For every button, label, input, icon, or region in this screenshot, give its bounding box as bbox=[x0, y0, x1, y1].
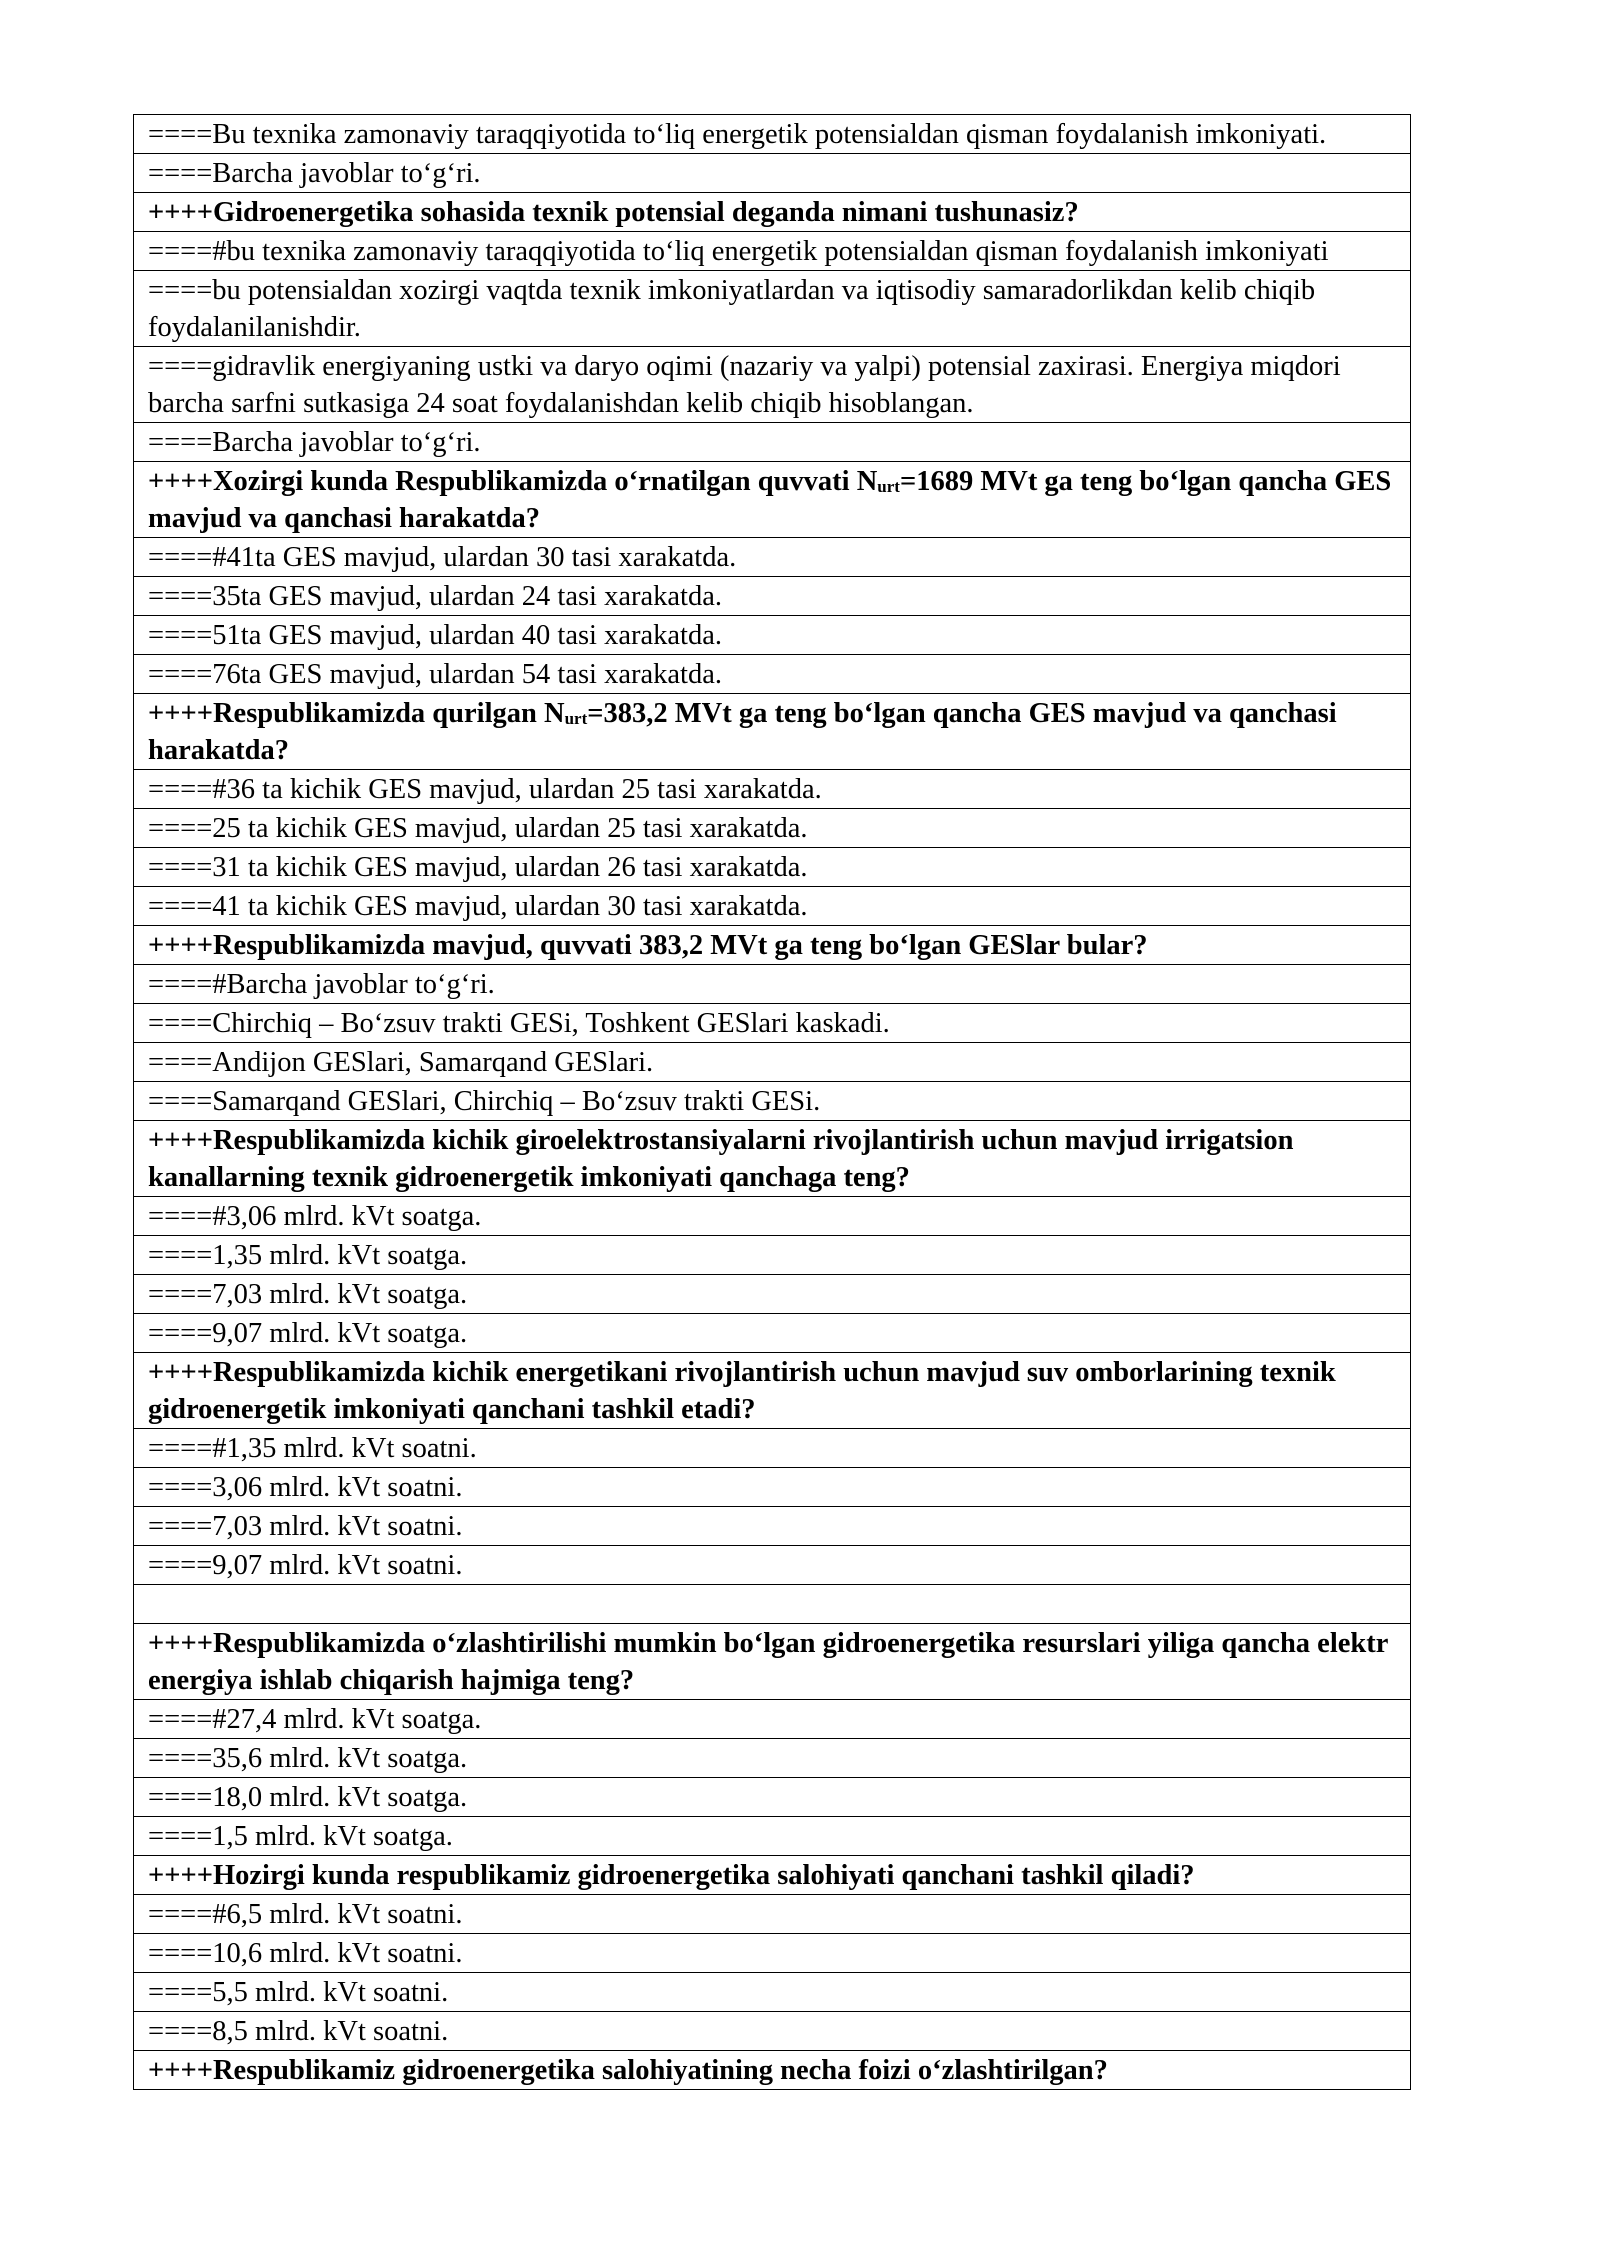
answer-row bbox=[134, 887, 1411, 926]
answer-row bbox=[134, 1973, 1411, 2012]
quiz-table bbox=[133, 114, 1411, 2090]
answer-text: ====Barcha javoblar to‘g‘ri. bbox=[134, 154, 1411, 193]
subscript: urt bbox=[877, 477, 900, 496]
answer-text: ====#3,06 mlrd. kVt soatga. bbox=[134, 1197, 1411, 1236]
question-row bbox=[134, 193, 1411, 232]
answer-text: ====31 ta kichik GES mavjud, ulardan 26 tasi xarakatda. bbox=[134, 848, 1411, 887]
answer-text: ====Samarqand GESlari, Chirchiq – Bo‘zsuv trakti GESi. bbox=[134, 1082, 1411, 1121]
answer-text: ====#6,5 mlrd. kVt soatni. bbox=[134, 1895, 1411, 1934]
quiz-table-body bbox=[134, 115, 1411, 2090]
answer-text: ====10,6 mlrd. kVt soatni. bbox=[134, 1934, 1411, 1973]
question-text: ++++Respublikamiz gidroenergetika salohiyatining necha foizi o‘zlashtirilgan? bbox=[134, 2051, 1411, 2090]
answer-text: ====#27,4 mlrd. kVt soatga. bbox=[134, 1700, 1411, 1739]
question-text: ++++Respublikamizda kichik giroelektrostansiyalarni rivojlantirish uchun mavjud irrigatsion kanallarning texnik gidroenergetik imkoniyati qanchaga teng? bbox=[134, 1121, 1411, 1197]
answer-row bbox=[134, 1429, 1411, 1468]
answer-text: ====25 ta kichik GES mavjud, ulardan 25 tasi xarakatda. bbox=[134, 809, 1411, 848]
answer-text: ====9,07 mlrd. kVt soatga. bbox=[134, 1314, 1411, 1353]
question-text: ++++Respublikamizda kichik energetikani rivojlantirish uchun mavjud suv omborlarining texnik gidroenergetik imkoniyati qanchani tashkil etadi? bbox=[134, 1353, 1411, 1429]
answer-row bbox=[134, 616, 1411, 655]
question-row bbox=[134, 1121, 1411, 1197]
answer-text: ====#36 ta kichik GES mavjud, ulardan 25 tasi xarakatda. bbox=[134, 770, 1411, 809]
answer-text: ====35,6 mlrd. kVt soatga. bbox=[134, 1739, 1411, 1778]
answer-text: ====gidravlik energiyaning ustki va daryo oqimi (nazariy va yalpi) potensial zaxirasi. Energiya miqdori barcha sarfni sutkasiga 24 soat foydalanishdan kelib chiqib hisoblangan. bbox=[134, 347, 1411, 423]
answer-text: ====#bu texnika zamonaviy taraqqiyotida to‘liq energetik potensialdan qisman foydalanish imkoniyati bbox=[134, 232, 1411, 271]
answer-row bbox=[134, 1197, 1411, 1236]
question-text: ++++Respublikamizda o‘zlashtirilishi mumkin bo‘lgan gidroenergetika resurslari yiliga qancha elektr energiya ishlab chiqarish hajmiga teng? bbox=[134, 1624, 1411, 1700]
answer-row bbox=[134, 1546, 1411, 1585]
answer-row bbox=[134, 1700, 1411, 1739]
question-text: ++++Hozirgi kunda respublikamiz gidroenergetika salohiyati qanchani tashkil qiladi? bbox=[134, 1856, 1411, 1895]
answer-text: ====7,03 mlrd. kVt soatni. bbox=[134, 1507, 1411, 1546]
answer-row bbox=[134, 271, 1411, 347]
answer-text: ====76ta GES mavjud, ulardan 54 tasi xarakatda. bbox=[134, 655, 1411, 694]
answer-row bbox=[134, 347, 1411, 423]
answer-text: ====Bu texnika zamonaviy taraqqiyotida to‘liq energetik potensialdan qisman foydalanish imkoniyati. bbox=[134, 115, 1411, 154]
answer-row bbox=[134, 2012, 1411, 2051]
question-text-start: ++++Xozirgi kunda Respublikamizda o‘rnatilgan quvvati N bbox=[148, 466, 878, 497]
question-text-end: =1689 MVt ga teng bo‘lgan qancha GES mavjud va qanchasi harakatda? bbox=[148, 466, 1392, 534]
answer-row bbox=[134, 848, 1411, 887]
answer-row bbox=[134, 655, 1411, 694]
question-text bbox=[134, 694, 1411, 770]
answer-text: ====41 ta kichik GES mavjud, ulardan 30 tasi xarakatda. bbox=[134, 887, 1411, 926]
answer-row bbox=[134, 770, 1411, 809]
answer-text: ====18,0 mlrd. kVt soatga. bbox=[134, 1778, 1411, 1817]
answer-row bbox=[134, 1507, 1411, 1546]
answer-text: ====#1,35 mlrd. kVt soatni. bbox=[134, 1429, 1411, 1468]
answer-text: ====8,5 mlrd. kVt soatni. bbox=[134, 2012, 1411, 2051]
blank-cell bbox=[134, 1585, 1411, 1624]
answer-text: ====51ta GES mavjud, ulardan 40 tasi xarakatda. bbox=[134, 616, 1411, 655]
question-text: ++++Gidroenergetika sohasida texnik potensial deganda nimani tushunasiz? bbox=[134, 193, 1411, 232]
answer-row bbox=[134, 1004, 1411, 1043]
answer-text: ====9,07 mlrd. kVt soatni. bbox=[134, 1546, 1411, 1585]
answer-text: ====Barcha javoblar to‘g‘ri. bbox=[134, 423, 1411, 462]
answer-row bbox=[134, 154, 1411, 193]
answer-text: ====1,35 mlrd. kVt soatga. bbox=[134, 1236, 1411, 1275]
answer-text: ====7,03 mlrd. kVt soatga. bbox=[134, 1275, 1411, 1314]
question-row bbox=[134, 462, 1411, 538]
answer-text: ====Andijon GESlari, Samarqand GESlari. bbox=[134, 1043, 1411, 1082]
question-row bbox=[134, 1624, 1411, 1700]
answer-text: ====3,06 mlrd. kVt soatni. bbox=[134, 1468, 1411, 1507]
answer-text: ====#Barcha javoblar to‘g‘ri. bbox=[134, 965, 1411, 1004]
question-text-start: ++++Respublikamizda qurilgan N bbox=[148, 698, 565, 729]
answer-text: ====5,5 mlrd. kVt soatni. bbox=[134, 1973, 1411, 2012]
answer-text: ====bu potensialdan xozirgi vaqtda texnik imkoniyatlardan va iqtisodiy samaradorlikdan kelib chiqib foydalanilanishdir. bbox=[134, 271, 1411, 347]
subscript: urt bbox=[564, 709, 588, 728]
answer-row bbox=[134, 965, 1411, 1004]
question-text: ++++Respublikamizda mavjud, quvvati 383,2 MVt ga teng bo‘lgan GESlar bular? bbox=[134, 926, 1411, 965]
answer-row bbox=[134, 577, 1411, 616]
question-row bbox=[134, 926, 1411, 965]
blank-row bbox=[134, 1585, 1411, 1624]
answer-row bbox=[134, 1314, 1411, 1353]
answer-row bbox=[134, 809, 1411, 848]
question-row bbox=[134, 1856, 1411, 1895]
question-row bbox=[134, 1353, 1411, 1429]
question-row bbox=[134, 694, 1411, 770]
answer-text: ====35ta GES mavjud, ulardan 24 tasi xarakatda. bbox=[134, 577, 1411, 616]
question-text bbox=[134, 462, 1411, 538]
answer-row bbox=[134, 115, 1411, 154]
answer-row bbox=[134, 232, 1411, 271]
answer-text: ====Chirchiq – Bo‘zsuv trakti GESi, Toshkent GESlari kaskadi. bbox=[134, 1004, 1411, 1043]
answer-row bbox=[134, 1817, 1411, 1856]
answer-row bbox=[134, 423, 1411, 462]
answer-row bbox=[134, 538, 1411, 577]
answer-row bbox=[134, 1934, 1411, 1973]
answer-text: ====1,5 mlrd. kVt soatga. bbox=[134, 1817, 1411, 1856]
answer-row bbox=[134, 1778, 1411, 1817]
answer-row bbox=[134, 1739, 1411, 1778]
answer-row bbox=[134, 1082, 1411, 1121]
answer-text: ====#41ta GES mavjud, ulardan 30 tasi xarakatda. bbox=[134, 538, 1411, 577]
answer-row bbox=[134, 1468, 1411, 1507]
answer-row bbox=[134, 1043, 1411, 1082]
question-row bbox=[134, 2051, 1411, 2090]
question-text-end: =383,2 MVt ga teng bo‘lgan qancha GES mavjud va qanchasi harakatda? bbox=[148, 698, 1337, 766]
answer-row bbox=[134, 1236, 1411, 1275]
answer-row bbox=[134, 1895, 1411, 1934]
answer-row bbox=[134, 1275, 1411, 1314]
